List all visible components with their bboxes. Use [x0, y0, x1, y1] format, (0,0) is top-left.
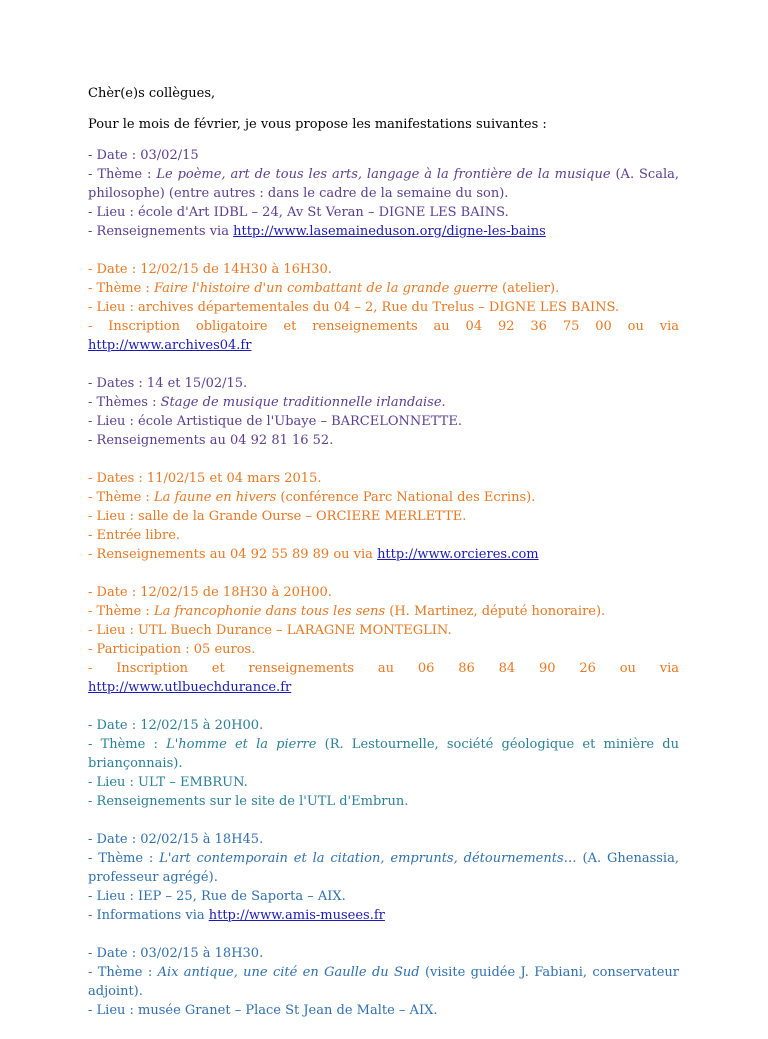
event-info-link-line	[88, 678, 679, 697]
event-date: - Date : 12/02/15 à 20H00.	[88, 718, 264, 733]
event-lieu: - Lieu : salle de la Grande Ourse – ORCIERE MERLETTE.	[88, 509, 467, 524]
event-5	[88, 583, 679, 697]
event-lieu: - Lieu : IEP – 25, Rue de Saporta – AIX.	[88, 889, 346, 904]
event-6	[88, 716, 679, 811]
event-extra: - Participation : 05 euros.	[88, 642, 256, 657]
event-link[interactable]: http://www.archives04.fr	[88, 338, 252, 353]
event-theme: - Thème : L'homme et la pierre (R. Lestournelle, société géologique et minière du briançonnais).	[88, 737, 679, 771]
event-4	[88, 469, 679, 564]
event-date: - Date : 12/02/15 de 14H30 à 16H30.	[88, 262, 332, 277]
event-date: - Date : 03/02/15 à 18H30.	[88, 946, 264, 961]
event-link[interactable]: http://www.utlbuechdurance.fr	[88, 680, 292, 695]
event-lieu: - Lieu : archives départementales du 04 – 2, Rue du Trelus – DIGNE LES BAINS.	[88, 300, 620, 315]
event-link[interactable]: http://www.amis-musees.fr	[208, 908, 385, 923]
event-theme: - Thème : La francophonie dans tous les sens (H. Martinez, député honoraire).	[88, 604, 606, 619]
event-date: - Date : 02/02/15 à 18H45.	[88, 832, 264, 847]
event-theme: - Thème : Le poème, art de tous les arts, langage à la frontière de la musique (A. Scala, philosophe) (entre autres : dans le cadre de la semaine du son).	[88, 167, 679, 201]
event-info: - Renseignements au 04 92 81 16 52.	[88, 433, 334, 448]
event-3	[88, 374, 679, 450]
event-lieu: - Lieu : musée Granet – Place St Jean de Malte – AIX.	[88, 1003, 438, 1018]
event-info: - Informations via http://www.amis-musees.fr	[88, 908, 385, 923]
event-theme-title: L'art contemporain et la citation, emprunts, détournements…	[159, 851, 577, 866]
event-date: - Date : 12/02/15 de 18H30 à 20H00.	[88, 585, 332, 600]
event-theme-title: Le poème, art de tous les arts, langage à la frontière de la musique	[156, 167, 611, 182]
event-theme-title: La faune en hivers	[153, 490, 277, 505]
event-2	[88, 260, 679, 355]
event-lieu: - Lieu : école Artistique de l'Ubaye – BARCELONNETTE.	[88, 414, 462, 429]
event-7	[88, 830, 679, 925]
event-lieu: - Lieu : école d'Art IDBL – 24, Av St Veran – DIGNE LES BAINS.	[88, 205, 509, 220]
event-8	[88, 944, 679, 1020]
event-theme-title: La francophonie dans tous les sens	[153, 604, 386, 619]
event-theme-title: Stage de musique traditionnelle irlandaise.	[160, 395, 446, 410]
event-extra: - Entrée libre.	[88, 528, 181, 543]
event-theme: - Thème : La faune en hivers (conférence Parc National des Ecrins).	[88, 490, 536, 505]
event-info: - Renseignements via http://www.lasemaineduson.org/digne-les-bains	[88, 224, 546, 239]
event-link[interactable]: http://www.lasemaineduson.org/digne-les-bains	[233, 224, 546, 239]
event-date: - Dates : 14 et 15/02/15.	[88, 376, 248, 391]
event-theme-title: Faire l'histoire d'un combattant de la grande guerre	[153, 281, 498, 296]
event-date: - Dates : 11/02/15 et 04 mars 2015.	[88, 471, 322, 486]
event-lieu: - Lieu : UTL Buech Durance – LARAGNE MONTEGLIN.	[88, 623, 452, 638]
event-link[interactable]: http://www.orcieres.com	[377, 547, 539, 562]
event-lieu: - Lieu : ULT – EMBRUN.	[88, 775, 248, 790]
event-date: - Date : 03/02/15	[88, 148, 199, 163]
event-theme: - Thème : Faire l'histoire d'un combattant de la grande guerre (atelier).	[88, 281, 560, 296]
event-info: - Renseignements au 04 92 55 89 89 ou via http://www.orcieres.com	[88, 547, 539, 562]
event-info: - Renseignements sur le site de l'UTL d'Embrun.	[88, 794, 409, 809]
event-theme-title: Aix antique, une cité en Gaulle du Sud	[157, 965, 420, 980]
event-theme: - Thème : L'art contemporain et la citation, emprunts, détournements… (A. Ghenassia, professeur agrégé).	[88, 851, 679, 885]
event-theme: - Thèmes : Stage de musique traditionnelle irlandaise.	[88, 395, 446, 410]
document-page	[88, 74, 679, 1039]
event-info: - Inscription et renseignements au 06 86 84 90 26 ou via	[88, 661, 679, 676]
event-theme-title: L'homme et la pierre	[166, 737, 317, 752]
intro-text: Pour le mois de février, je vous propose les manifestations suivantes :	[88, 117, 547, 132]
event-theme: - Thème : Aix antique, une cité en Gaulle du Sud (visite guidée J. Fabiani, conservateur adjoint).	[88, 965, 679, 999]
event-1	[88, 146, 679, 241]
event-info-link-line	[88, 336, 679, 355]
event-info: - Inscription obligatoire et renseignements au 04 92 36 75 00 ou via	[88, 319, 679, 334]
greeting: Chèr(e)s collègues,	[88, 86, 216, 101]
